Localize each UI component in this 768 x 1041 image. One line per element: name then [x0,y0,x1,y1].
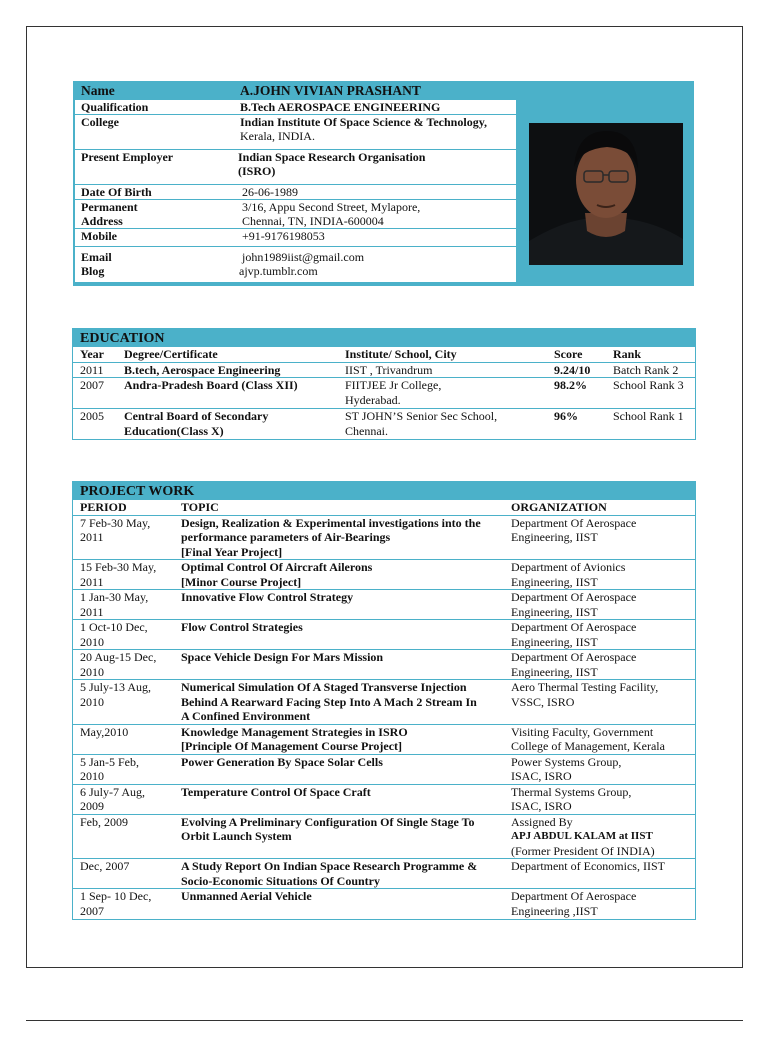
organization-line: Department of Economics, IIST [511,859,665,873]
organization-cell [504,620,695,650]
topic-cell [174,620,504,650]
topic-line: Space Vehicle Design For Mars Mission [181,650,384,664]
period-line: 2010 [80,694,104,709]
education-title: EDUCATION [73,329,695,347]
topic-line: Socio-Economic Situations Of Country [181,873,381,888]
period-line: 2011 [80,574,104,589]
education-table [73,347,695,438]
portrait-image [529,123,683,265]
period-line: 15 Feb-30 May, [80,560,157,574]
period-cell [73,889,174,919]
info-row-mobile [75,229,516,247]
organization-line: College of Management, Kerala [511,739,665,753]
column-header: Degree/Certificate [124,347,218,361]
organization-line: ISAC, ISRO [511,769,572,783]
period-cell [73,724,174,754]
institute-line: Chennai. [345,423,388,438]
organization-line: Engineering, IIST [511,604,598,619]
topic-cell [174,814,504,859]
period-line: 2011 [80,530,104,544]
topic-line: Behind A Rearward Facing Step Into A Mach 2 Stream In [181,694,477,709]
info-value-line: Indian Space Research Organisation [238,150,426,164]
name-label: Name [75,83,226,100]
topic-line: Evolving A Preliminary Configuration Of Single Stage To [181,814,475,829]
info-row-dob [75,185,516,200]
topic-line: Optimal Control Of Aircraft Ailerons [181,560,373,574]
year-cell: 2005 [73,409,117,439]
period-cell [73,590,174,620]
topic-line: Design, Realization & Experimental investigations into the [181,515,481,530]
topic-line: [Minor Course Project] [181,574,302,589]
table-row [73,409,695,439]
topic-cell [174,784,504,814]
table-row [73,680,695,725]
table-row [73,784,695,814]
info-value-line: Kerala, INDIA. [240,129,315,143]
full-name: A.JOHN VIVIAN PRASHANT [226,83,516,100]
period-line: 6 July-7 Aug, [80,784,146,799]
organization-cell [504,814,695,859]
table-row [73,724,695,754]
rank-cell: School Rank 1 [606,409,695,439]
period-cell [73,754,174,784]
rank-cell: Batch Rank 2 [606,362,695,378]
info-value: 26-06-1989 [226,185,516,200]
topic-line: performance parameters of Air-Bearings [181,530,391,544]
info-value [226,150,516,185]
info-row-address [75,200,516,229]
institute-line: Hyderabad. [345,392,401,407]
organization-line: Engineering, IIST [511,574,598,589]
info-label [75,200,226,229]
period-line: 5 Jan-5 Feb, [80,754,139,769]
project-work-title: PROJECT WORK [73,482,695,500]
info-label-line: Permanent [81,200,138,214]
column-header: Rank [613,347,642,361]
topic-cell [174,680,504,725]
name-row [75,83,516,100]
column-header: PERIOD [80,500,127,514]
period-line: 2010 [80,769,104,783]
period-line: 1 Sep- 10 Dec, [80,889,152,903]
organization-line: Department Of Aerospace [511,650,637,664]
info-row-contact [75,247,516,283]
period-line: Feb, 2009 [80,814,128,829]
info-value: B.Tech AEROSPACE ENGINEERING [226,100,516,115]
organization-line: Visiting Faculty, Government [511,724,654,739]
institute-line: ST JOHN’S Senior Sec School, [345,409,498,423]
institute-cell: IIST , Trivandrum [338,362,547,378]
period-line: 20 Aug-15 Dec, [80,650,157,664]
degree-line: Education(Class X) [124,423,224,438]
table-row [73,754,695,784]
table-row [73,515,695,560]
education-header-row [73,347,695,362]
period-cell [73,680,174,725]
blog-value[interactable]: ajvp.tumblr.com [239,264,318,278]
period-line: 1 Oct-10 Dec, [80,620,148,634]
topic-cell [174,650,504,680]
organization-line: Engineering, IIST [511,634,598,649]
topic-cell [174,754,504,784]
education-section [72,328,696,440]
period-cell [73,515,174,560]
degree-cell: B.tech, Aerospace Engineering [117,362,338,378]
info-row-qualification [75,100,516,115]
organization-cell [504,724,695,754]
topic-cell [174,724,504,754]
organization-line: VSSC, ISRO [511,694,575,709]
organization-cell [504,560,695,590]
info-label: College [75,115,226,150]
info-value-line: (ISRO) [238,164,276,178]
organization-line: Thermal Systems Group, [511,784,632,799]
info-value-line: Indian Institute Of Space Science & Technology, [240,115,488,129]
institute-cell [338,409,547,439]
topic-line: Temperature Control Of Space Craft [181,784,371,799]
period-line: May,2010 [80,724,129,739]
info-row-college [75,115,516,150]
project-work-section [72,481,696,920]
email-value[interactable]: john1989iist@gmail.com [242,250,365,264]
table-row [73,378,695,409]
period-cell [73,784,174,814]
period-line: 2010 [80,634,104,649]
topic-line: Orbit Launch System [181,829,292,843]
organization-cell [504,889,695,919]
topic-line: Flow Control Strategies [181,620,303,634]
period-line: 2007 [80,903,104,918]
table-row [73,650,695,680]
personal-info-table [75,83,516,283]
organization-line: Department Of Aerospace [511,590,637,604]
organization-line: Department Of Aerospace [511,889,637,903]
organization-cell [504,515,695,560]
info-label: Present Employer [75,150,226,185]
project-table [73,500,695,918]
table-row [73,620,695,650]
period-line: 2009 [80,799,104,813]
period-cell [73,814,174,859]
info-label: Date Of Birth [75,185,226,200]
column-header: Score [554,347,583,361]
period-line: 1 Jan-30 May, [80,590,149,604]
column-header: Institute/ School, City [345,347,457,361]
table-row [73,889,695,919]
profile-photo [529,123,683,265]
year-cell: 2007 [73,378,117,409]
info-label-line: Blog [81,264,105,278]
topic-line: [Final Year Project] [181,544,283,559]
topic-line: A Study Report On Indian Space Research Programme & [181,859,478,873]
topic-cell [174,590,504,620]
info-value: +91-9176198053 [226,229,516,247]
organization-cell [504,754,695,784]
table-row [73,590,695,620]
period-line: 5 July-13 Aug, [80,680,152,694]
score-cell: 98.2% [547,378,606,409]
table-row [73,814,695,859]
period-cell [73,560,174,590]
project-header-row [73,500,695,515]
organization-line: Department Of Aerospace [511,620,637,634]
topic-line: Power Generation By Space Solar Cells [181,754,383,769]
info-value [226,115,516,150]
info-value [226,200,516,229]
organization-line: Engineering, IIST [511,530,598,544]
topic-line: Innovative Flow Control Strategy [181,590,354,604]
period-cell [73,859,174,889]
year-cell: 2011 [73,362,117,378]
organization-cell [504,784,695,814]
topic-line: [Principle Of Management Course Project] [181,739,403,753]
column-header: TOPIC [181,500,219,514]
info-label: Qualification [75,100,226,115]
organization-cell [504,590,695,620]
table-row [73,859,695,889]
column-header: ORGANIZATION [511,500,607,514]
period-line: Dec, 2007 [80,859,130,873]
topic-cell [174,859,504,889]
degree-cell: Andra-Pradesh Board (Class XII) [117,378,338,409]
info-value-line: Chennai, TN, INDIA-600004 [242,214,384,228]
info-label: Mobile [75,229,226,247]
info-label-line: Email [81,250,112,264]
score-cell: 9.24/10 [547,362,606,378]
organization-line: Engineering ,IIST [511,903,598,918]
next-page-edge [26,1020,743,1041]
table-row [73,362,695,378]
organization-cell [504,859,695,889]
info-value-line: 3/16, Appu Second Street, Mylapore, [242,200,421,214]
topic-line: Knowledge Management Strategies in ISRO [181,724,408,739]
organization-line: (Former President Of INDIA) [511,843,655,858]
organization-line: Engineering, IIST [511,664,598,679]
info-label [75,247,226,283]
topic-line: Numerical Simulation Of A Staged Transverse Injection [181,680,467,694]
info-label-line: Address [81,214,123,228]
topic-line: A Confined Environment [181,709,311,723]
organization-cell [504,650,695,680]
topic-cell [174,560,504,590]
organization-line: ISAC, ISRO [511,799,572,813]
organization-line: Department Of Aerospace [511,515,637,530]
degree-line: Central Board of Secondary [124,409,269,423]
degree-cell [117,409,338,439]
column-header: Year [80,347,104,361]
topic-cell [174,515,504,560]
period-line: 2010 [80,664,104,679]
organization-line: APJ ABDUL KALAM at IIST [511,830,653,842]
institute-line: FIITJEE Jr College, [345,378,442,392]
rank-cell: School Rank 3 [606,378,695,409]
topic-cell [174,889,504,919]
organization-cell [504,680,695,725]
period-cell [73,620,174,650]
table-row [73,560,695,590]
period-line: 2011 [80,604,104,619]
organization-line: Assigned By [511,814,573,829]
organization-line: Department of Avionics [511,560,626,574]
info-row-employer [75,150,516,185]
institute-cell [338,378,547,409]
topic-line: Unmanned Aerial Vehicle [181,889,312,903]
organization-line: Power Systems Group, [511,754,622,769]
period-line: 7 Feb-30 May, [80,515,151,530]
score-cell: 96% [547,409,606,439]
period-cell [73,650,174,680]
info-value [226,247,516,283]
organization-line: Aero Thermal Testing Facility, [511,680,659,694]
